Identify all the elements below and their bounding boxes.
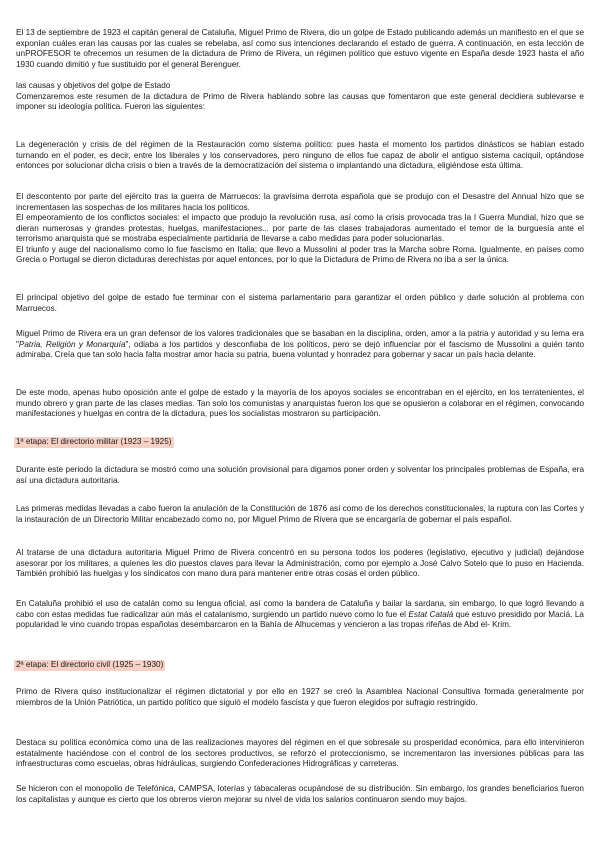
values-motto: Patria, Religión y Monarquía bbox=[18, 339, 126, 349]
causes-intro: Comenzaremos este resumen de la dictadura de Primo de Rivera hablando sobre las causas que fomentaron que este general decidiera sublevarse e imponer su ideología política. Fueron las siguientes: bbox=[16, 91, 584, 111]
cause-2: El descontento por parte del ejército tras la guerra de Marruecos: la gravísima derrota española que se produjo con el Desastre del Annual hizo que se incrementasen las sospechas de los militares hacia los políticos. bbox=[16, 192, 584, 212]
stage-1-heading: 1ª etapa: El directorio militar (1923 – 1925) bbox=[16, 437, 172, 446]
objective-paragraph: El principal objetivo del golpe de estado fue terminar con el sistema parlamentario para garantizar el orden público y darle solución al problema con Marruecos. bbox=[16, 293, 584, 313]
causes-list bbox=[16, 192, 584, 266]
stage-1-p4-post: que estuvo presidido por Maciá. La popularidad le vino cuando tropas españolas desembarcaron en la Bahía de Alhucemas y vencieron a las tropas rifeñas de Abd el- Krim. bbox=[16, 609, 584, 629]
stage-1-paragraph-2: Las primeras medidas llevadas a cabo fueron la anulación de la Constitución de 1876 así como de los derechos constitucionales, la ruptura con las Cortes y la instauración de un Directorio Militar encabezado como no, por Miguel Primo de Rivera que se encargaría de gobernar el país español. bbox=[16, 504, 584, 524]
values-paragraph bbox=[16, 329, 584, 361]
intro-paragraph: El 13 de septiembre de 1923 el capitán general de Cataluña, Miguel Primo de Rivera, dio un golpe de Estado publicando además un manifiesto en el que se exponían cuáles eran las causas por las cuales se rebelaba, así como sus intenciones declarando el estado de guerra. A continuación, en esta lección de unPROFESOR te ofrecemos un resumen de la dictadura de Primo de Rivera, un régimen político que estuvo vigente en España desde 1923 hasta el año 1930 cuando dimitió y fue sustituido por el general Berenguer. bbox=[16, 28, 584, 69]
values-pre: Miguel Primo de Rivera era un gran defensor de los valores tradicionales que se basaban en la disciplina, orden, amor a la patria y autoridad y su lema era " bbox=[16, 329, 584, 349]
causes-heading: las causas y objetivos del golpe de Estado bbox=[16, 81, 171, 90]
causes-section bbox=[16, 81, 584, 113]
cause-1-paragraph: La degeneración y crisis de del régimen de la Restauración como sistema político: pues hasta el momento los partidos dinásticos se habían estado turnando en el poder, es decir, entre los liberales y los conservadores, pero ninguno de ellos fue capaz de abolir el antiguo sistema caciquil, optándose entonces por solucionar dicha crisis o bien a través de la democratización del sistema o implantando una dictadura, eligiéndose esta última. bbox=[16, 140, 584, 170]
stage-2-heading: 2ª etapa: El directorio civil (1925 – 1930) bbox=[16, 660, 164, 669]
stage-2-paragraph-1: Primo de Rivera quiso institucionalizar el régimen dictatorial y por ello en 1927 se creó la Asamblea Nacional Consultiva formada generalmente por miembros de la Unión Patriótica, un partido político que siguió el modelo fascista y que fueron elegidos por sufragio restringido. bbox=[16, 687, 584, 707]
stage-1-p4-party: Estat Catalá bbox=[408, 609, 454, 619]
values-post: ", odiaba a los partidos y desconfiaba de los políticos, pero se dejó influenciar por el fascismo de Mussolini a quién tanto admiraba. Creía que tan solo hacia falta mostrar amor hacia su patria, buena voluntad y honradez para gobernar y sacar un país hacia delante. bbox=[16, 339, 584, 359]
cause-4: El triunfo y auge del nacionalismo como lo fue fascismo en Italia: que llevo a Mussolini al poder tras la Marcha sobre Roma. Igualmente, en países como Grecia o Portugal se dieron dictaduras derechistas por aquel entonces, por lo que la Dictadura de Primo de Rivera no iba a ser la única. bbox=[16, 244, 584, 264]
stage-1-paragraph-1: Durante este periodo la dictadura se mostró como una solución provisional para digamos poner orden y solventar los principales problemas de España, era así una dictadura autoritaria. bbox=[16, 465, 584, 485]
stage-2-paragraph-2: Destaca su política económica como una de las realizaciones mayores del régimen en el que sobresale su prosperidad económica, para ello intervinieron estatalmente haciéndose con el control de los sectores productivos, se reforzó el proteccionismo, se incrementaron las inversiones públicas para las infraestructuras como escuelas, obras hidráulicas, surgiendo Confederaciones Hidrográficas y carreteras. bbox=[16, 738, 584, 768]
stage-1-paragraph-4 bbox=[16, 599, 584, 631]
stage-1-p4-pre: En Cataluña prohibió el uso de catalán como su lengua oficial, así como la bandera de Cataluña y bailar la sardana, sin embargo, lo que logró llevando a cabo con estas medidas fue radicalizar aún más el catalanismo, surgiendo un partido nuevo como lo fue el bbox=[16, 599, 584, 619]
cause-3: El empeoramiento de los conflictos sociales: el impacto que produjo la revolución rusa, así como la crisis provocada tras la I Guerra Mundial, hizo que se dieran numerosas y grandes protestas, huelgas, manifestaciones... por parte de las clases trabajadoras aumentado el temor de la burguesía ante el terrorismo anarquista que se mostraba especialmente partidaria de llevarse a cabo medidas para poder solucionarlas. bbox=[16, 213, 584, 243]
opposition-paragraph: De este modo, apenas hubo oposición ante el golpe de estado y la mayoría de los apoyos sociales se encontraban en el ejército, en los terratenientes, el mundo obrero y gran parte de las clases medias. Tan solo los comunistas y anarquistas fueron los que se opusieron a colaborar en el régimen, convocando manifestaciones y huelgas en contra de la dictadura, pues los socialistas mostraron su participación. bbox=[16, 388, 584, 418]
stage-2-paragraph-3: Se hicieron con el monopolio de Telefónica, CAMPSA, loterías y tabacaleras ocupándose de su distribución. Sin embargo, los grandes beneficiarios fueron los capitalistas y aunque es cierto que los obreros vieron mejorar su nivel de vida los salarios continuaron siendo muy bajos. bbox=[16, 784, 584, 804]
stage-1-paragraph-3: Al tratarse de una dictadura autoritaria Miguel Primo de Rivera concentró en su persona todos los poderes (legislativo, ejecutivo y judicial) dejándose asesorar por los militares, a quienes les dio puestos claves para llevar la Administración, como por ejemplo a José Calvo Sotelo que lo puso en Hacienda. También prohibió las huelgas y los sindicatos con mano dura para mantener entre otras cosas el orden público. bbox=[16, 548, 584, 578]
